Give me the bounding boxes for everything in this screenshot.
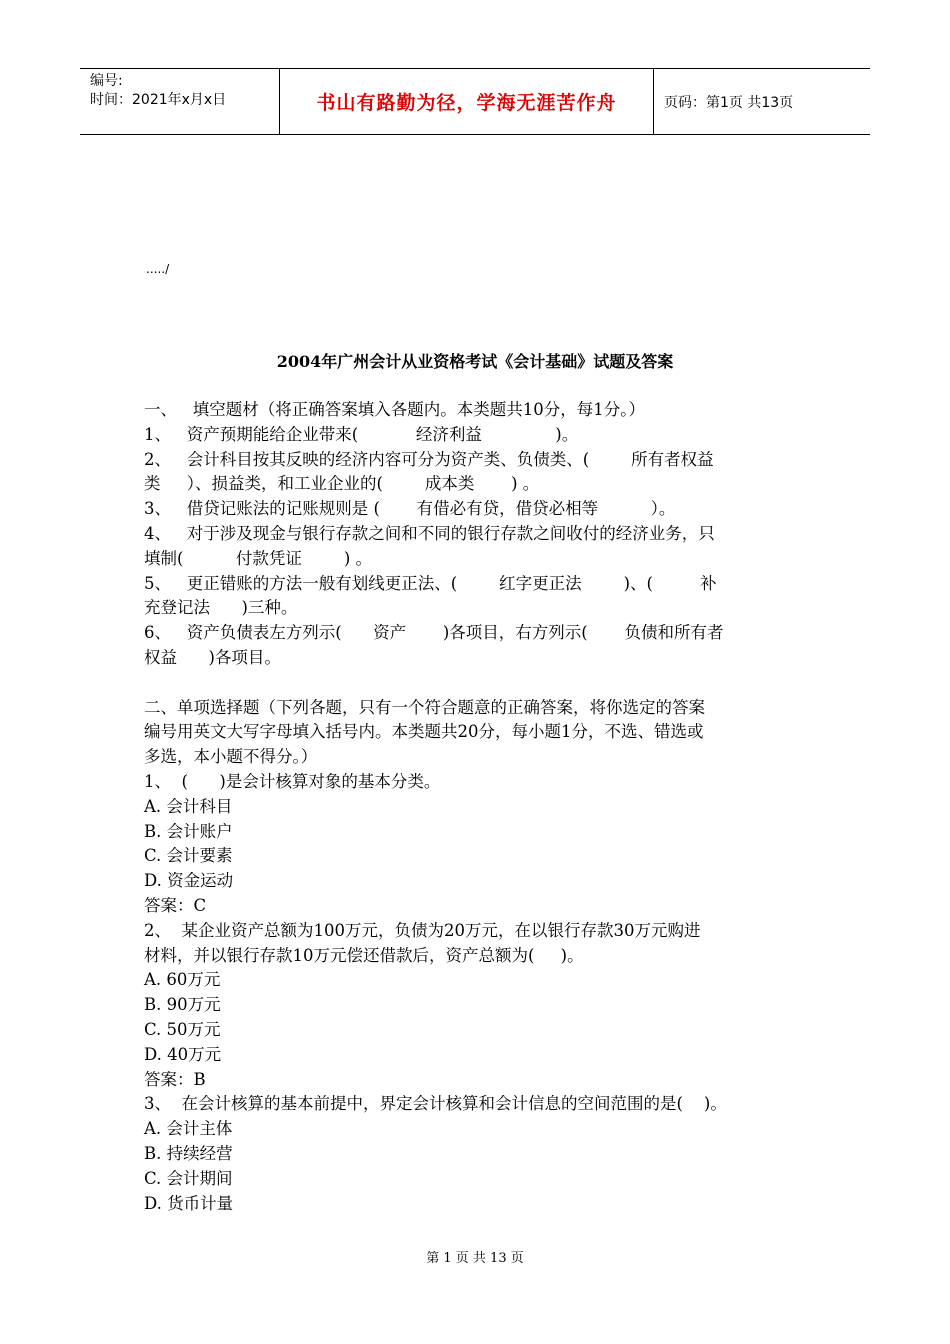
- text-line: 4、 对于涉及现金与银行存款之间和不同的银行存款之间收付的经济业务，只: [144, 523, 715, 543]
- section-single-choice: [144, 696, 824, 1217]
- option-line: A. 会计主体: [144, 1119, 233, 1139]
- option-line: A. 60万元: [144, 970, 221, 990]
- option-line: C. 会计要素: [144, 846, 233, 866]
- header-motto: 书山有路勤为径，学海无涯苦作舟: [280, 69, 654, 134]
- option-line: D. 40万元: [144, 1044, 222, 1064]
- question-line: 2、 某企业资产总额为100万元，负债为20万元，在以银行存款30万元购进: [144, 920, 701, 940]
- text-line: 充登记法 )三种。: [144, 598, 298, 618]
- question-line: 材料，并以银行存款10万元偿还借款后，资产总额为( )。: [144, 945, 584, 965]
- option-line: D. 资金运动: [144, 871, 234, 891]
- option-line: B. 持续经营: [144, 1143, 233, 1163]
- document-body: [144, 398, 824, 1216]
- text-line: 5、 更正错账的方法一般有划线更正法、( 红字更正法 )、( 补: [144, 573, 717, 593]
- text-line: 2、 会计科目按其反映的经济内容可分为资产类、负债类、( 所有者权益: [144, 449, 714, 469]
- page-header: [80, 68, 870, 135]
- option-line: C. 50万元: [144, 1019, 221, 1039]
- option-line: B. 会计账户: [144, 821, 233, 841]
- text-line: 3、 借贷记账法的记账规则是 ( 有借必有贷，借贷必相等 ）。: [144, 499, 676, 519]
- section-fill-in: [144, 398, 824, 671]
- answer-line: 答案：C: [144, 895, 207, 915]
- question-line: 3、 在会计核算的基本前提中，界定会计核算和会计信息的空间范围的是( )。: [144, 1094, 727, 1114]
- document-title: 2004年广州会计从业资格考试《会计基础》试题及答案: [276, 352, 674, 371]
- serial-label: 编号:: [90, 73, 123, 89]
- option-line: D. 货币计量: [144, 1193, 234, 1213]
- question-line: 1、 ( )是会计核算对象的基本分类。: [144, 771, 441, 791]
- header-meta: [80, 69, 280, 134]
- page-footer: 第 1 页 共 13 页: [426, 1251, 524, 1266]
- text-line: 多选，本小题不得分。）: [144, 747, 318, 767]
- spacer: [144, 671, 824, 696]
- text-line: 编号用英文大写字母填入括号内。本类题共20分，每小题1分，不选、错选或: [144, 722, 704, 742]
- time-label: 时间：2021年x月x日: [90, 92, 227, 108]
- text-line: 二、单项选择题（下列各题，只有一个符合题意的正确答案，将你选定的答案: [144, 697, 705, 717]
- text-line: 填制( 付款凭证 ) 。: [144, 548, 373, 568]
- option-line: B. 90万元: [144, 995, 221, 1015]
- answer-line: 答案：B: [144, 1069, 206, 1089]
- text-line: 权益 )各项目。: [144, 647, 281, 667]
- option-line: A. 会计科目: [144, 796, 233, 816]
- text-line: 一、 填空题材（将正确答案填入各题内。本类题共10分，每1分。）: [144, 400, 645, 419]
- text-line: 6、 资产负债表左方列示( 资产 )各项目，右方列示( 负债和所有者: [144, 623, 724, 643]
- text-line: 类 ）、损益类，和工业企业的( 成本类 ) 。: [144, 474, 540, 494]
- option-line: C. 会计期间: [144, 1168, 233, 1188]
- text-line: 1、 资产预期能给企业带来( 经济利益 )。: [144, 424, 579, 444]
- ellipsis-mark: ...../: [146, 262, 170, 276]
- header-page-code: 页码：第1页 共13页: [664, 94, 794, 111]
